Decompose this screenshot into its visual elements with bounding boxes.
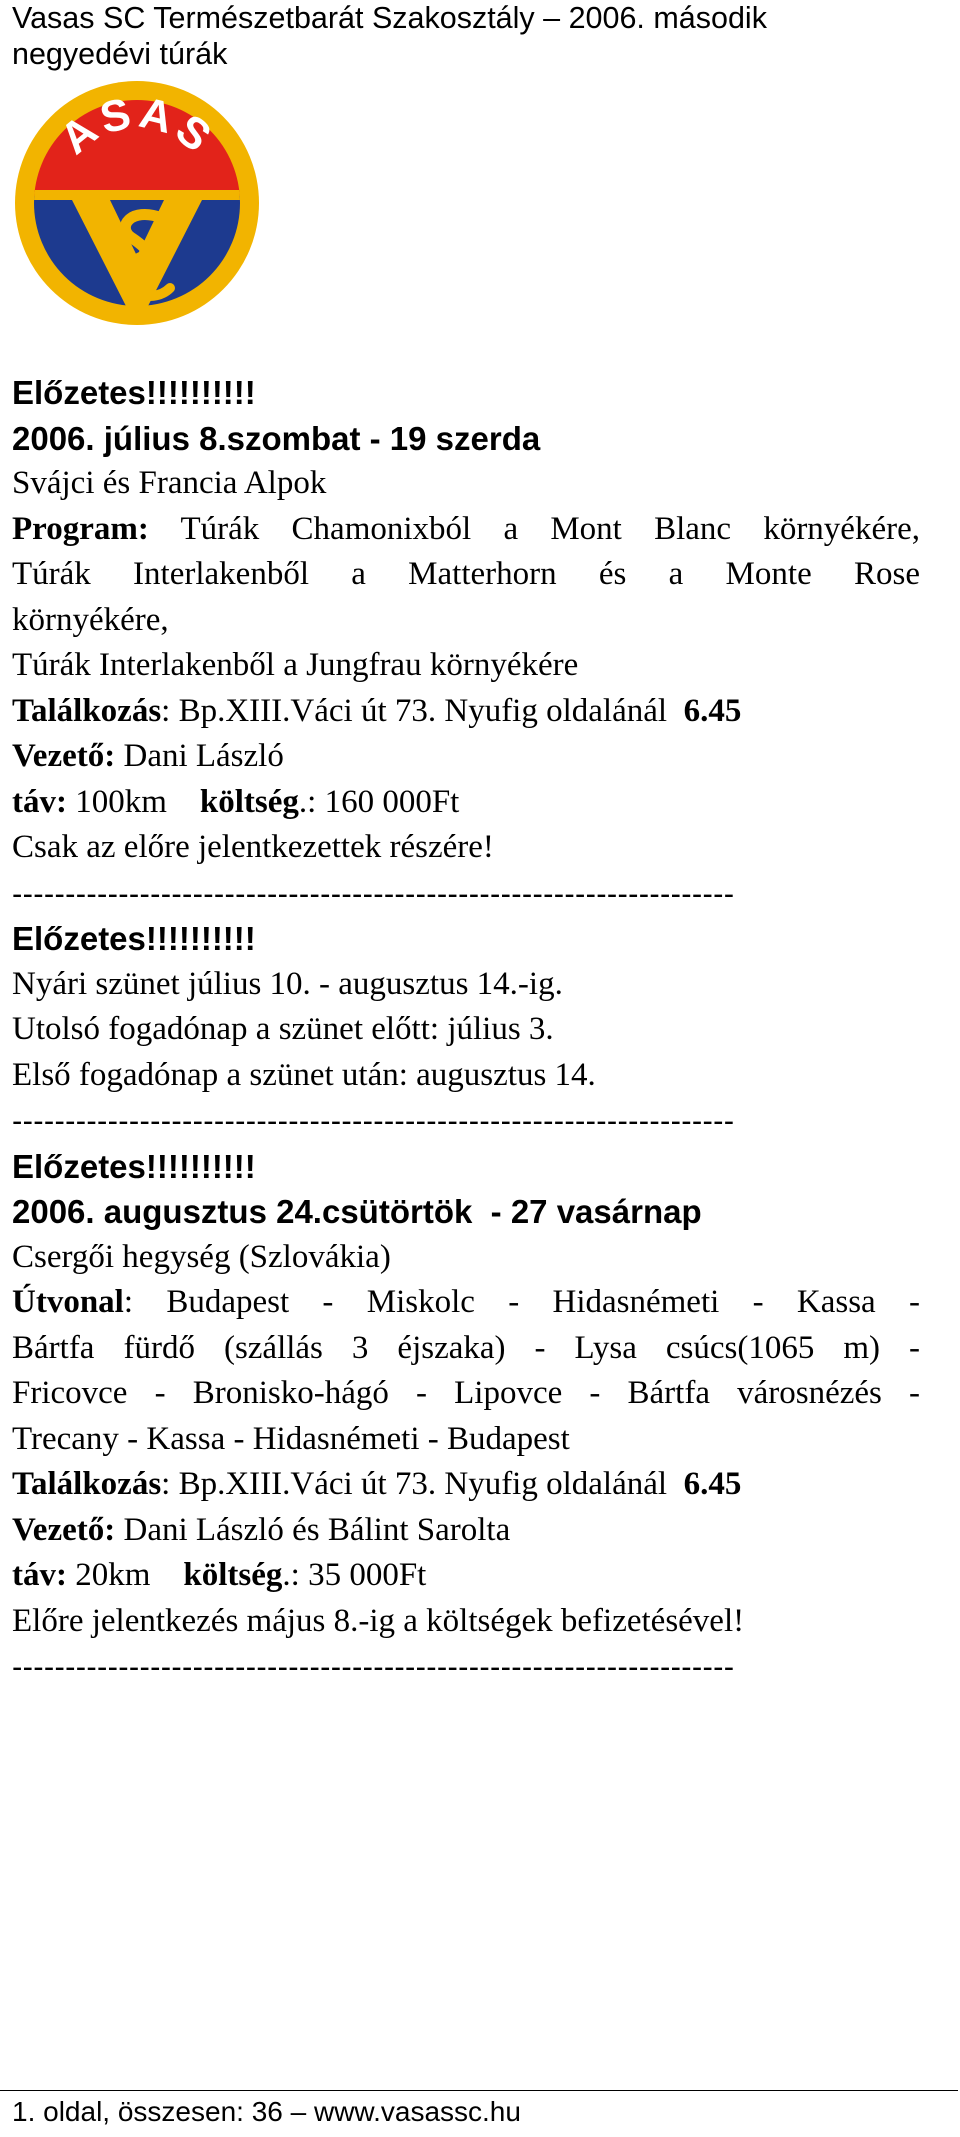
- tour-leader: Vezető: Dani László: [12, 738, 284, 774]
- leader-label: Vezető:: [12, 1511, 116, 1548]
- notice-line: Első fogadónap a szünet után: augusztus 14.: [12, 1056, 596, 1093]
- notice-line: Nyári szünet július 10. - augusztus 14.-ig.: [12, 965, 563, 1002]
- cost-label: költség: [199, 783, 299, 820]
- route-label: Útvonal: [12, 1284, 124, 1320]
- meeting-point: Találkozás: Bp.XIII.Váci út 73. Nyufig oldalánál 6.45: [12, 692, 742, 729]
- section-flag: Előzetes!!!!!!!!!!: [12, 374, 256, 411]
- route-line: Trecany - Kassa - Hidasnémeti - Budapest: [12, 1420, 570, 1457]
- tour-section-slovakia: [12, 1144, 920, 1690]
- meeting-time: 6.45: [683, 1466, 742, 1502]
- program-line: környékére,: [12, 601, 169, 638]
- page-footer: 1. oldal, összesen: 36 – www.vasassc.hu: [12, 2096, 521, 2127]
- document-body: [12, 370, 920, 1690]
- route-line: Bártfa fürdő (szállás 3 éjszaka) - Lysa csúcs(1065 m) -: [12, 1329, 920, 1366]
- tour-section-alps: [12, 370, 920, 916]
- notice-line: Utolsó fogadónap a szünet előtt: július 3.: [12, 1011, 554, 1047]
- route-line: Útvonal: Budapest - Miskolc - Hidasnémeti - Kassa -: [12, 1284, 920, 1320]
- leader-label: Vezető:: [12, 738, 116, 774]
- tour-destination: Csergői hegység (Szlovákia): [12, 1238, 391, 1275]
- meeting-label: Találkozás: [12, 1466, 162, 1502]
- meeting-time: 6.45: [683, 692, 742, 729]
- separator: --------------------------------------------------------------------: [12, 1649, 735, 1684]
- distance-cost: táv: 100km költség.: 160 000Ft: [12, 783, 460, 820]
- tour-date: 2006. július 8.szombat - 19 szerda: [12, 419, 541, 457]
- section-flag: Előzetes!!!!!!!!!!: [12, 1147, 256, 1185]
- meeting-label: Találkozás: [12, 692, 162, 729]
- program-line: Túrák Interlakenből a Jungfrau környékére: [12, 647, 579, 683]
- program-label: Program:: [12, 510, 149, 547]
- program-line: Program: Túrák Chamonixból a Mont Blanc környékére,: [12, 510, 920, 547]
- page-title: Vasas SC Természetbarát Szakosztály – 2006. második negyedévi túrák: [12, 1, 767, 71]
- route-line: Fricovce - Bronisko-hágó - Lipovce - Bártfa városnézés -: [12, 1375, 920, 1411]
- program-line: Túrák Interlakenből a Matterhorn és a Monte Rose: [12, 556, 920, 592]
- tour-note: Előre jelentkezés május 8.-ig a költségek befizetésével!: [12, 1602, 745, 1639]
- cost-label: költség: [183, 1557, 283, 1593]
- distance-label: táv:: [12, 783, 67, 820]
- tour-note: Csak az előre jelentkezettek részére!: [12, 829, 494, 865]
- footer-rule: [0, 2090, 958, 2091]
- distance-label: táv:: [12, 1557, 67, 1593]
- vasas-logo: [12, 78, 262, 328]
- tour-leader: Vezető: Dani László és Bálint Sarolta: [12, 1511, 511, 1548]
- summer-break-section: [12, 916, 920, 1144]
- logo-band: [12, 190, 262, 200]
- meeting-point: Találkozás: Bp.XIII.Váci út 73. Nyufig oldalánál 6.45: [12, 1466, 742, 1502]
- logo-letters: ASAS: [51, 87, 224, 165]
- separator: --------------------------------------------------------------------: [12, 875, 735, 911]
- tour-date: 2006. augusztus 24.csütörtök - 27 vasárnap: [12, 1193, 702, 1230]
- section-flag: Előzetes!!!!!!!!!!: [12, 920, 256, 957]
- distance-cost: táv: 20km költség.: 35 000Ft: [12, 1557, 427, 1593]
- separator: --------------------------------------------------------------------: [12, 1103, 735, 1138]
- tour-destination: Svájci és Francia Alpok: [12, 465, 327, 501]
